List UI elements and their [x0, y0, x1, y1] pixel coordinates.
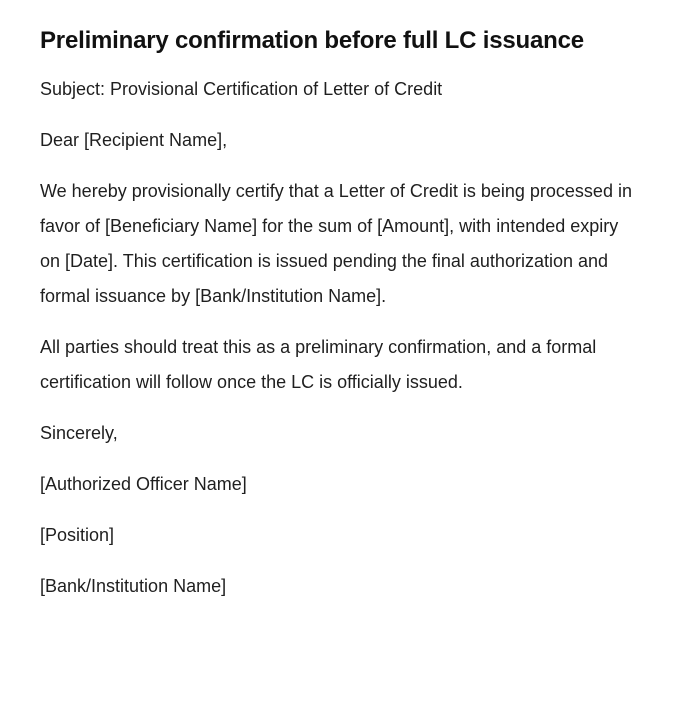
salutation-line: Dear [Recipient Name], [40, 130, 228, 150]
signature-position: [Position] [40, 525, 115, 545]
body-paragraph-certification: We hereby provisionally certify that a Letter of Credit is being processed in favor of [Beneficiary Name] for the sum of [Amount], with intended expiry on [Date]. This certification is issued pending the final authorization and formal issuance by [Bank/Institution Name]. [40, 181, 632, 306]
signature-institution: [Bank/Institution Name] [40, 576, 227, 596]
closing-line: Sincerely, [40, 423, 118, 443]
page-title: Preliminary confirmation before full LC issuance [40, 27, 584, 54]
signature-officer-name: [Authorized Officer Name] [40, 474, 247, 494]
body-paragraph-disclaimer: All parties should treat this as a preliminary confirmation, and a formal certification will follow once the LC is officially issued. [40, 337, 597, 392]
subject-line: Subject: Provisional Certification of Letter of Credit [40, 79, 443, 99]
